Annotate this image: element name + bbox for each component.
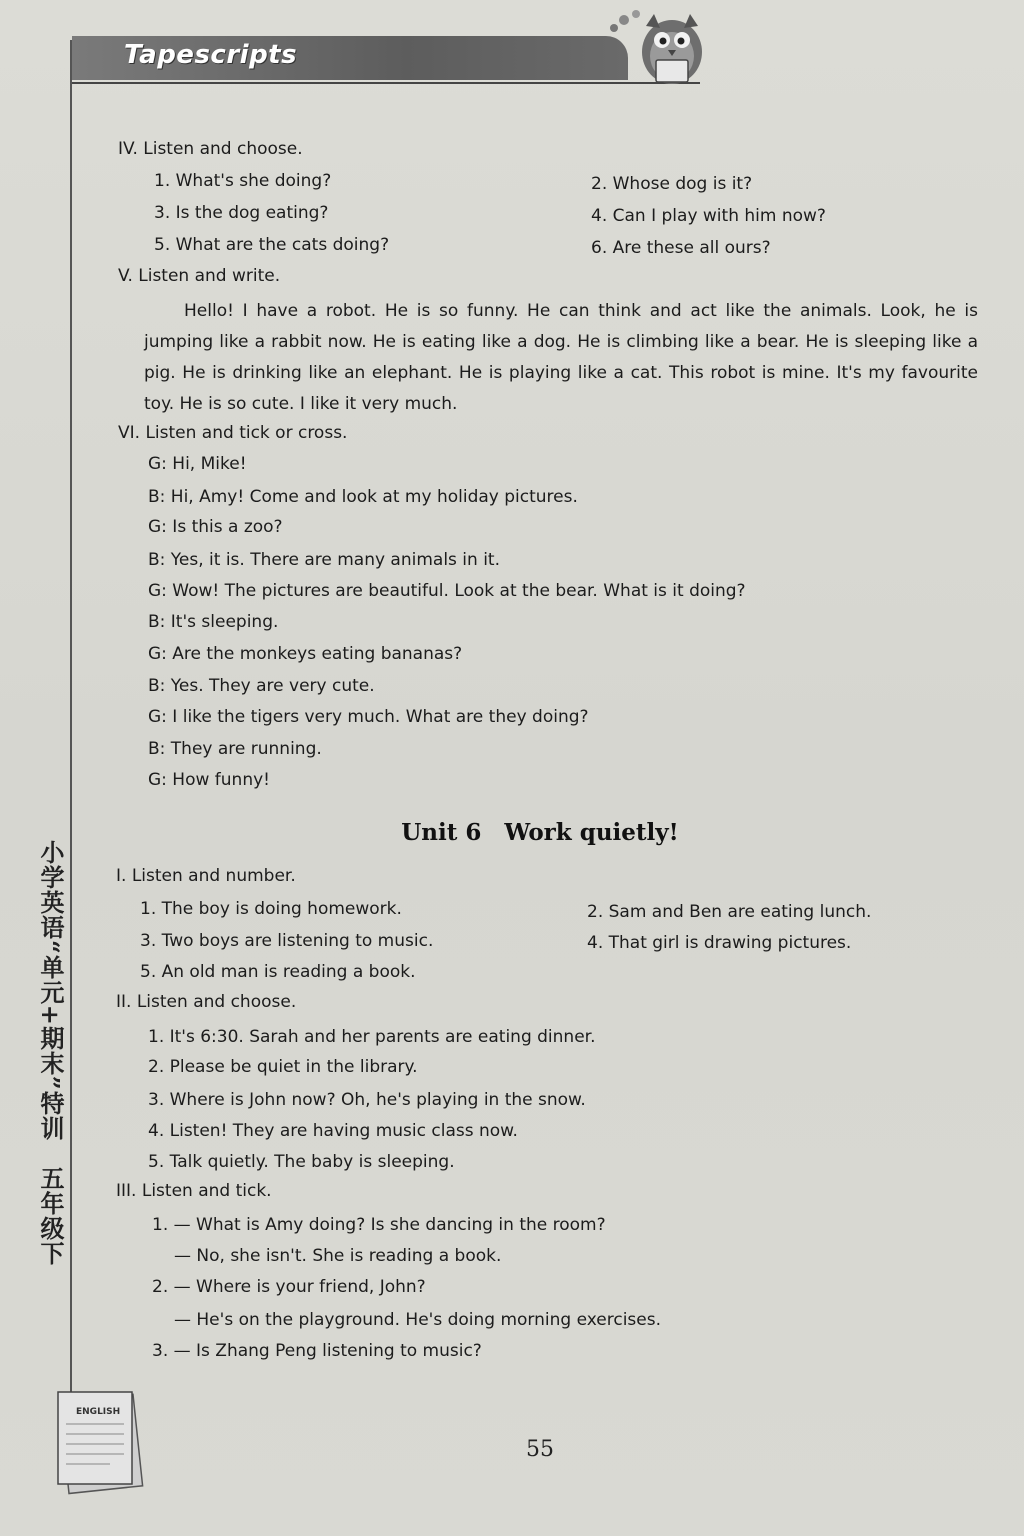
section-heading: III. Listen and tick. bbox=[116, 1181, 272, 1201]
listening-passage bbox=[144, 296, 978, 420]
list-item: 4. That girl is drawing pictures. bbox=[587, 933, 852, 953]
dialogue-line: 2. — Where is your friend, John? bbox=[152, 1277, 426, 1297]
list-item: 2. Whose dog is it? bbox=[591, 174, 753, 194]
list-item: 5. Talk quietly. The baby is sleeping. bbox=[148, 1152, 455, 1172]
header-title: Tapescripts bbox=[124, 40, 298, 70]
dialogue-line: B: Yes. They are very cute. bbox=[148, 676, 375, 696]
section-heading: I. Listen and number. bbox=[116, 866, 296, 886]
left-margin-rule bbox=[70, 40, 72, 1400]
page-number: 55 bbox=[526, 1437, 554, 1462]
dialogue-line: — No, she isn't. She is reading a book. bbox=[174, 1246, 502, 1266]
list-item: 5. An old man is reading a book. bbox=[140, 962, 416, 982]
list-item: 5. What are the cats doing? bbox=[154, 235, 390, 255]
section-heading: VI. Listen and tick or cross. bbox=[118, 423, 348, 443]
dialogue-line: G: Wow! The pictures are beautiful. Look at the bear. What is it doing? bbox=[148, 581, 746, 601]
section-heading: IV. Listen and choose. bbox=[118, 139, 303, 159]
list-item: 1. It's 6:30. Sarah and her parents are eating dinner. bbox=[148, 1027, 596, 1047]
list-item: 3. Is the dog eating? bbox=[154, 203, 329, 223]
passage-text: Hello! I have a robot. He is so funny. He can think and act like the animals. Look, he is jumping like a rabbit now. He is eating like a dog. He is climbing like a bear. He is sleeping like a pig. He is drinking like an elephant. He is playing like a cat. This robot is mine. It's my favourite toy. He is so cute. I like it very much. bbox=[144, 301, 978, 414]
section-heading: II. Listen and choose. bbox=[116, 992, 297, 1012]
list-item: 3. Two boys are listening to music. bbox=[140, 931, 434, 951]
dialogue-line: 3. — Is Zhang Peng listening to music? bbox=[152, 1341, 482, 1361]
list-item: 6. Are these all ours? bbox=[591, 238, 771, 258]
list-item: 4. Listen! They are having music class now. bbox=[148, 1121, 518, 1141]
list-item: 4. Can I play with him now? bbox=[591, 206, 826, 226]
dialogue-line: G: I like the tigers very much. What are they doing? bbox=[148, 707, 589, 727]
dialogue-line: 1. — What is Amy doing? Is she dancing in the room? bbox=[152, 1215, 606, 1235]
book-icon-label: ENGLISH bbox=[76, 1407, 121, 1417]
english-book-icon bbox=[50, 1384, 146, 1496]
dialogue-line: G: Hi, Mike! bbox=[148, 454, 247, 474]
list-item: 1. The boy is doing homework. bbox=[140, 899, 402, 919]
dialogue-line: G: Is this a zoo? bbox=[148, 517, 283, 537]
dialogue-line: B: Yes, it is. There are many animals in it. bbox=[148, 550, 501, 570]
dialogue-line: G: How funny! bbox=[148, 770, 270, 790]
owl-mascot-icon bbox=[606, 6, 706, 86]
dialogue-line: — He's on the playground. He's doing morning exercises. bbox=[174, 1310, 662, 1330]
dialogue-line: B: Hi, Amy! Come and look at my holiday pictures. bbox=[148, 487, 578, 507]
book-series-label: 小学英语“单元+期末”特训 五年级下 bbox=[36, 840, 65, 1266]
list-item: 2. Sam and Ben are eating lunch. bbox=[587, 902, 872, 922]
list-item: 3. Where is John now? Oh, he's playing in the snow. bbox=[148, 1090, 586, 1110]
dialogue-line: B: It's sleeping. bbox=[148, 612, 279, 632]
list-item: 2. Please be quiet in the library. bbox=[148, 1057, 418, 1077]
section-heading: V. Listen and write. bbox=[118, 266, 281, 286]
unit-title: Unit 6 Work quietly! bbox=[401, 819, 679, 846]
dialogue-line: G: Are the monkeys eating bananas? bbox=[148, 644, 463, 664]
list-item: 1. What's she doing? bbox=[154, 171, 332, 191]
dialogue-line: B: They are running. bbox=[148, 739, 322, 759]
